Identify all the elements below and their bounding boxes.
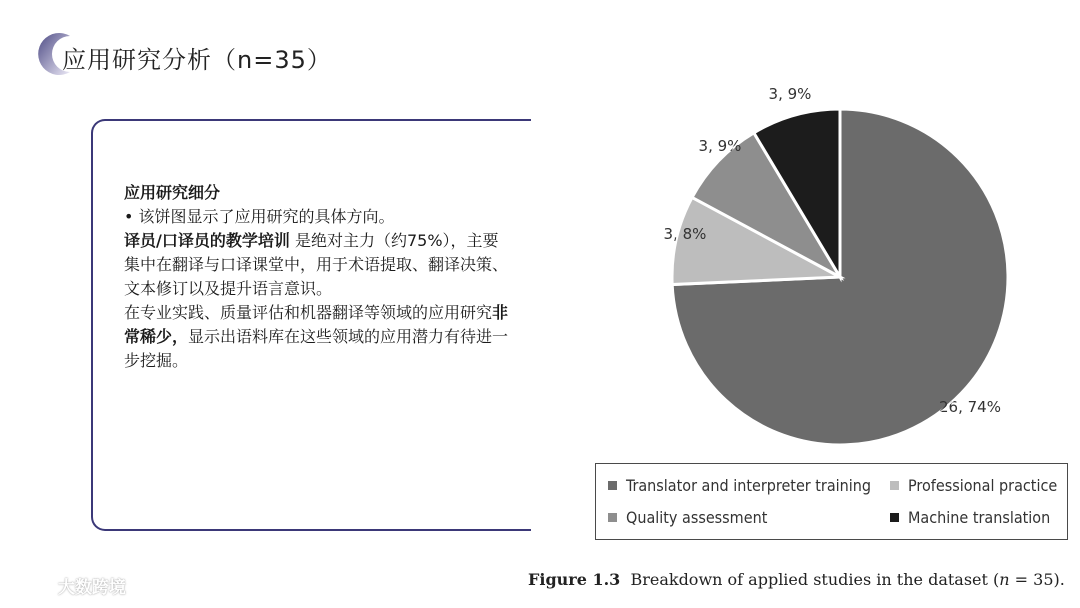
- para-others-c: 显示出语料库在这些领域的应用潜力有待进一步挖掘。: [124, 327, 509, 370]
- bullet-line: • 该饼图显示了应用研究的具体方向。: [124, 207, 395, 226]
- caption-tail: = 35).: [1009, 570, 1065, 589]
- legend-item-mt: [890, 508, 1050, 527]
- caption-label: Figure 1.3: [528, 570, 621, 589]
- para-others-a: 在专业实践、质量评估和机器翻译等领域的应用研究: [124, 303, 493, 322]
- para-training-bold: 译员/口译员的教学培训: [124, 231, 290, 250]
- caption-n: n: [999, 570, 1010, 589]
- watermark-logo-icon: [8, 577, 52, 599]
- pie-label-mt: 3, 9%: [768, 85, 812, 103]
- para-training-rest: 是绝对主力（约75%），主要集中在翻译与口译课堂中，用于术语提取、翻译决策、文本修订以及提升语言意识。: [124, 231, 509, 298]
- legend-swatch-training: [608, 481, 617, 490]
- caption-text: Breakdown of applied studies in the dataset (: [630, 570, 1000, 589]
- legend-label-training: Translator and interpreter training: [626, 476, 872, 495]
- legend-item-training: [608, 476, 871, 495]
- figure-caption: [528, 570, 1065, 589]
- pie-label-professional: 3, 8%: [663, 225, 707, 243]
- legend-item-quality: [608, 508, 767, 527]
- legend-label-mt: Machine translation: [908, 508, 1051, 527]
- para-others-bold: 非常稀少，: [124, 303, 509, 346]
- legend-swatch-quality: [608, 513, 617, 522]
- legend-item-professional: [890, 476, 1057, 495]
- watermark: [8, 573, 126, 599]
- legend-label-quality: Quality assessment: [626, 508, 768, 527]
- slide-title: 应用研究分析（n=35）: [62, 46, 332, 74]
- legend-swatch-mt: [890, 513, 899, 522]
- legend-label-professional: Professional practice: [908, 476, 1058, 495]
- pie-label-quality: 3, 9%: [698, 137, 742, 155]
- legend-swatch-professional: [890, 481, 899, 490]
- card-heading: 应用研究细分: [124, 183, 221, 202]
- watermark-text: 大数跨境: [57, 578, 126, 598]
- pie-label-training: 26, 74%: [939, 398, 1001, 416]
- chart-legend: [595, 463, 1068, 540]
